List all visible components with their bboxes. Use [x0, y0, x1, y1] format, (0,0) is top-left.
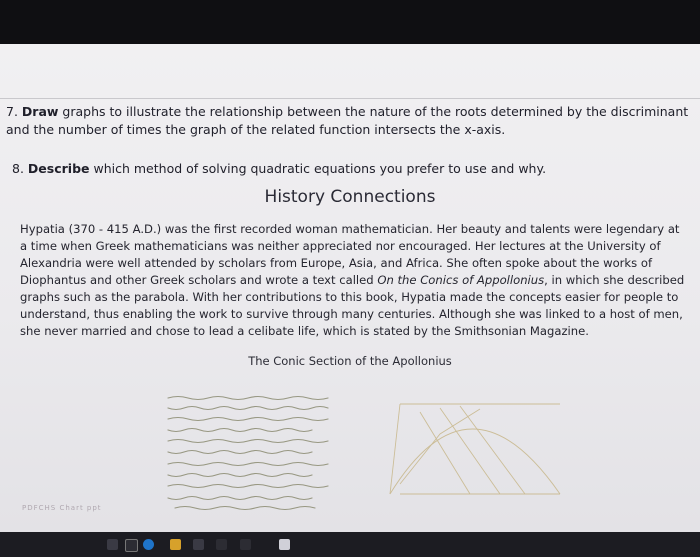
figure-caption: The Conic Section of the Apollonius — [248, 354, 452, 368]
faint-footer-text: PDFCHS Chart ppt — [22, 504, 102, 512]
question-8-number: 8. — [12, 161, 24, 176]
conic-section-illustration — [0, 374, 700, 524]
text-app-icon[interactable] — [279, 539, 290, 550]
edge-browser-icon[interactable] — [143, 539, 154, 550]
store-icon[interactable] — [193, 539, 204, 550]
manuscript-text-block — [168, 397, 328, 510]
section-title: History Connections — [264, 187, 436, 207]
question-7-text: graphs to illustrate the relationship between the nature of the roots determined by the discriminant and the number of times the graph of the related function intersects the x-axis. — [6, 104, 689, 137]
paragraph-part-2: , in which she described graphs such as the parabola. With her contributions to this book, Hypatia made the concepts easier for people to understand, thus enabling the work to survive through many centuries. Although she was linked to a host of men, she never married and chose to lead a celibate life, which is stated by the Smithsonian Magazine. — [20, 273, 685, 338]
top-bezel — [0, 0, 700, 44]
question-8 — [12, 160, 682, 178]
question-7-verb: Draw — [21, 104, 59, 119]
task-view-icon[interactable] — [107, 539, 118, 550]
page-divider — [0, 98, 700, 99]
question-7-number: 7. — [6, 104, 18, 119]
taskbar — [0, 532, 700, 557]
media-icon[interactable] — [240, 539, 251, 550]
conic-diagram — [390, 404, 560, 494]
file-explorer-icon[interactable] — [170, 539, 181, 550]
document-page — [0, 44, 700, 532]
history-paragraph — [20, 221, 685, 340]
question-8-verb: Describe — [27, 161, 90, 176]
window-icon[interactable] — [125, 539, 138, 552]
question-8-text: which method of solving quadratic equations you prefer to use and why. — [89, 161, 547, 176]
paragraph-book-title: On the Conics of Appollonius — [377, 273, 545, 287]
paragraph-part-1: Hypatia (370 - 415 A.D.) was the first recorded woman mathematician. Her beauty and talents were legendary at a time when Greek mathematicians was neither appreciated nor encouraged. Her lectures at the University of Alexandria were well attended by scholars from Europe, Asia, and Africa. She often spoke about the works of Diophantus and other Greek scholars and wrote a text called — [20, 222, 680, 287]
mail-icon[interactable] — [216, 539, 227, 550]
question-7 — [6, 103, 696, 139]
